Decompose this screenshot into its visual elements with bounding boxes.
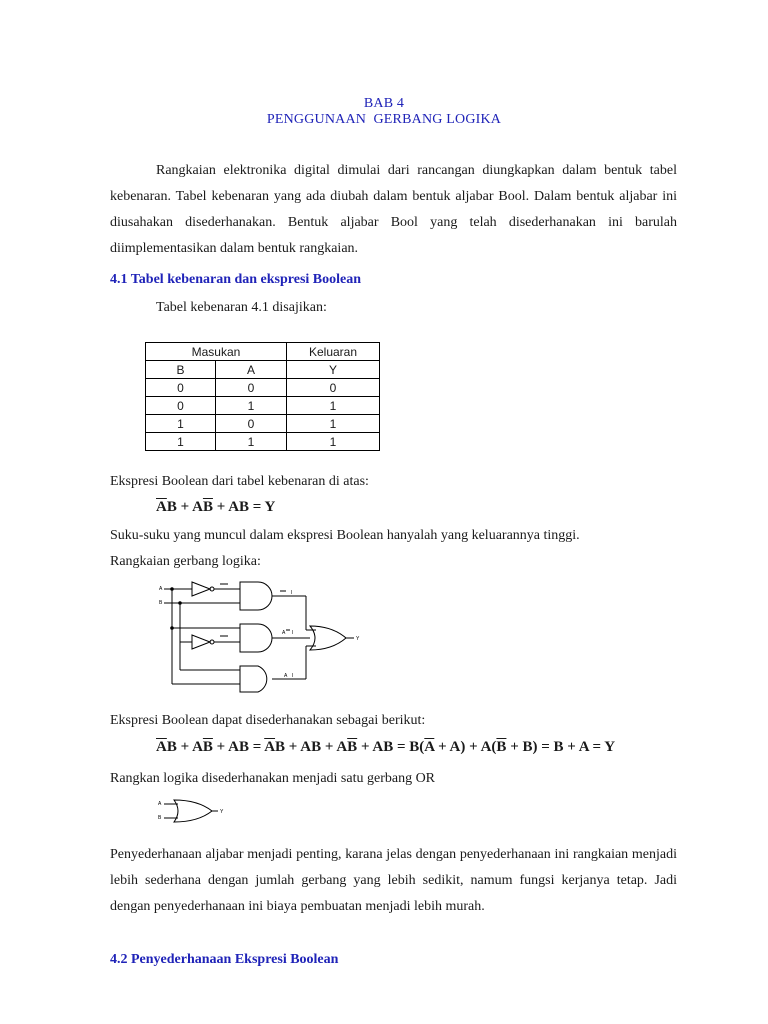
expression-intro: Ekspresi Boolean dari tabel kebenaran di atas: [110, 474, 369, 489]
table-cell: 1 [287, 433, 380, 451]
table-row [146, 397, 380, 415]
intro-paragraph: Rangkaian elektronika digital dimulai dari rancangan diungkapkan dalam bentuk tabel kebenaran. Tabel kebenaran yang ada diubah dalam bentuk aljabar Bool. Dalam bentuk aljabar ini diusahakan disederhanakan. Bentuk aljabar Bool yang telah disederhanakan ini barulah diimplementasikan dalam bentuk rangkaian. [110, 163, 677, 256]
table-cell: 1 [146, 433, 216, 451]
or-intro: Rangkan logika disederhanakan menjadi satu gerbang OR [110, 771, 436, 786]
truth-table [145, 342, 380, 451]
or-gate-diagram [156, 798, 228, 824]
table-cell: 1 [287, 397, 380, 415]
col-header-b: B [146, 361, 216, 379]
svg-text:B: B [158, 815, 162, 821]
svg-text:I: I [292, 673, 294, 679]
closing-paragraph: Penyederhanaan aljabar menjadi penting, karana jelas dengan penyederhanaan ini rangkaian menjadi lebih sederhana dengan jumlah gerbang yang lebih sedikit, namum fungsi kerjanya tetap. Jadi dengan penyederhanaan ini biaya pembuatan menjadi lebih murah. [110, 847, 677, 914]
circuit-label: Rangkaian gerbang logika: [110, 554, 261, 569]
svg-text:A: A [282, 630, 286, 636]
simplify-intro: Ekspresi Boolean dapat disederhanakan sebagai berikut: [110, 713, 426, 728]
table-cell: 1 [287, 415, 380, 433]
table-row [146, 415, 380, 433]
table-cell: 0 [216, 415, 287, 433]
table-cell: 1 [216, 433, 287, 451]
group-header-outputs: Keluaran [287, 343, 380, 361]
boolean-expression: $\overline{A}B + A\overline{B}$ + AB = Y [156, 499, 276, 515]
section-1-heading: 4.1 Tabel kebenaran dan ekspresi Boolean [110, 272, 362, 287]
svg-text:Y: Y [220, 809, 224, 815]
svg-text:A: A [159, 586, 163, 592]
table-cell: 1 [146, 415, 216, 433]
terms-note: Suku-suku yang muncul dalam ekspresi Boolean hanyalah yang keluarannya tinggi. [110, 528, 580, 543]
col-header-a: A [216, 361, 287, 379]
table-cell: 0 [287, 379, 380, 397]
chapter-title: PENGGUNAAN GERBANG LOGIKA [266, 112, 502, 127]
table-cell: 0 [146, 397, 216, 415]
col-header-y: Y [287, 361, 380, 379]
table-cell: 0 [216, 379, 287, 397]
table-cell: 0 [146, 379, 216, 397]
svg-text:I: I [291, 590, 293, 596]
svg-text:A: A [158, 801, 162, 807]
table-row [146, 379, 380, 397]
group-header-inputs: Masukan [146, 343, 287, 361]
simplified-expression: $\overline{A}B + A\overline{B}$ + AB = $\overline{A}B$ + AB + $A\overline{B}$ + AB = $B(\overline{A} + A) + A(\overline{B} + B) = B + A = Y$ [156, 739, 616, 755]
svg-text:Y: Y [356, 636, 360, 642]
svg-text:B: B [159, 600, 163, 606]
logic-circuit-diagram [150, 578, 370, 694]
section-2-heading: 4.2 Penyederhanaan Ekspresi Boolean [110, 952, 339, 967]
svg-text:I: I [292, 630, 294, 636]
svg-text:A: A [284, 673, 288, 679]
table-row [146, 433, 380, 451]
table-cell: 1 [216, 397, 287, 415]
table-intro: Tabel kebenaran 4.1 disajikan: [156, 300, 327, 315]
chapter-number: BAB 4 [363, 96, 405, 111]
